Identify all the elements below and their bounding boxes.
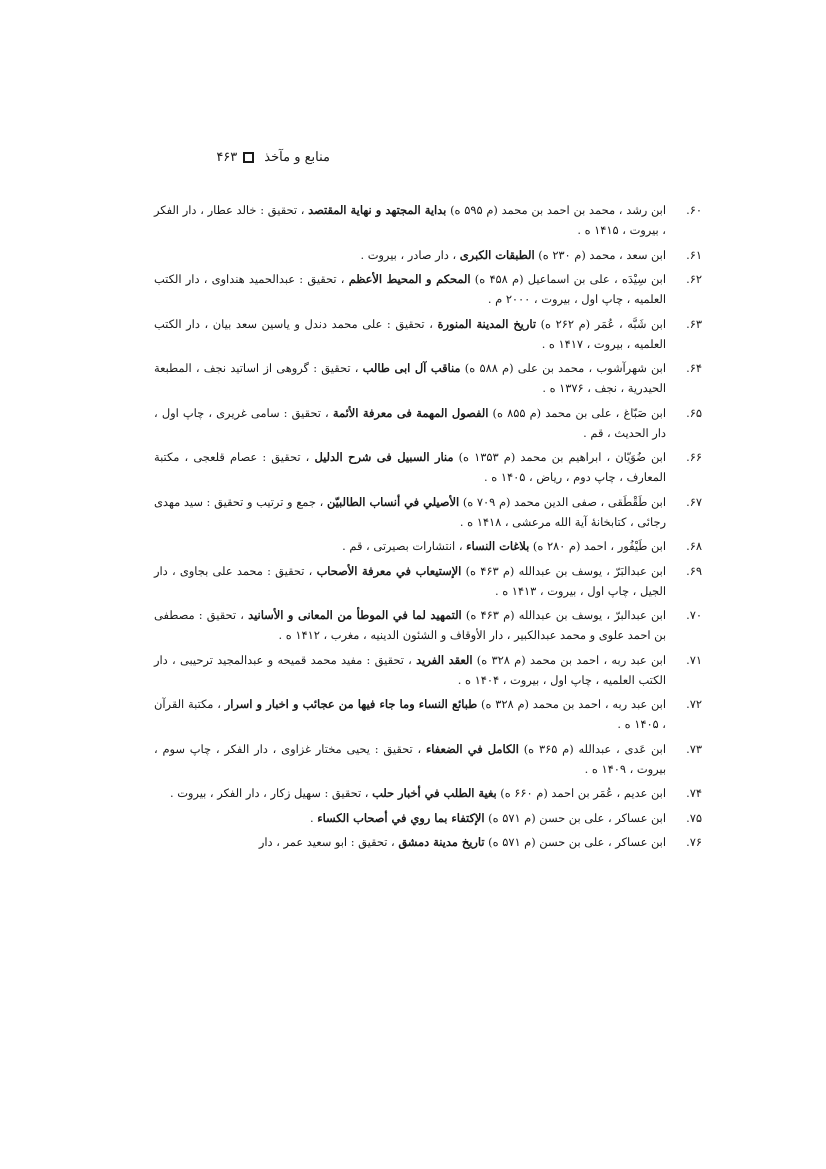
reference-details: ، تحقيق : عصام قلعجى ، مكتبة المعارف ، چاپ دوم ، رياض ، ۱۴۰۵ ه .	[154, 450, 666, 484]
reference-number: ۶۵.	[686, 405, 702, 420]
reference-item	[154, 358, 702, 398]
reference-title: الإكتفاء بما روي في أصحاب الكساء	[317, 810, 485, 825]
reference-title: منار السبيل فى شرح الدليل	[314, 450, 454, 464]
reference-item	[154, 492, 702, 532]
reference-details: ، تحقيق : يحيى مختار غزاوى ، دار الفكر ، چاپ سوم ، بيروت ، ۱۴۰۹ ه .	[154, 741, 666, 776]
reference-text	[154, 272, 666, 306]
reference-author: ابن رشد ، محمد بن احمد بن محمد (م ۵۹۵ ه)	[446, 203, 667, 217]
reference-item	[154, 832, 702, 852]
reference-number: ۷۳.	[686, 741, 702, 756]
reference-title: طبائع النساء وما جاء فيها من عجائب و اخبار و اسرار	[224, 697, 478, 711]
reference-item	[154, 694, 702, 734]
reference-text	[154, 608, 666, 642]
reference-title: تاريخ مدينة دمشق	[398, 835, 485, 849]
reference-number: ۶۶.	[686, 450, 702, 464]
reference-item	[154, 269, 702, 309]
reference-item	[154, 314, 702, 354]
reference-author: ابن طَقْطَقى ، صفى الدين محمد (م ۷۰۹ ه)	[459, 494, 666, 509]
reference-details: ، تحقيق : مصطفى بن احمد علوى و محمد عبدالكبير ، دار الأوقاف و الشئون الدينيه ، مغرب ، ۱۴۱۲ ه .	[154, 608, 666, 642]
running-header	[100, 150, 330, 165]
reference-details: ، دار صادر ، بيروت .	[360, 247, 460, 262]
reference-number: ۷۴.	[686, 786, 702, 800]
reference-details: ، تحقيق : سامى غريرى ، چاپ اول ، دار الحديث ، قم .	[154, 405, 666, 440]
reference-details: ، تحقيق : على محمد دندل و ياسين سعد بيان ، دار الكتب العلميه ، بيروت ، ۱۴۱۷ ه .	[154, 316, 666, 351]
reference-title: التمهيد لما في الموطأ من المعانى و الأسانيد	[248, 608, 462, 622]
reference-author: ابن شهرآشوب ، محمد بن على (م ۵۸۸ ه)	[460, 361, 667, 375]
reference-text	[154, 697, 666, 731]
reference-number: ۷۶.	[686, 835, 702, 849]
reference-author: ابن عبدالبَرّ ، يوسف بن عبدالله (م ۴۶۳ ه)	[461, 563, 666, 578]
reference-author: ابن عبد ربه ، احمد بن محمد (م ۳۲۸ ه)	[472, 652, 666, 667]
reference-item	[154, 403, 702, 443]
reference-author: ابن طَيْفُور ، احمد (م ۲۸۰ ه)	[529, 539, 666, 553]
reference-title: المحكم و المحيط الأعظم	[348, 272, 471, 286]
reference-item	[154, 783, 702, 803]
reference-author: ابن شَبَّه ، عُمَر (م ۲۶۲ ه)	[536, 316, 666, 331]
reference-list	[154, 200, 702, 857]
reference-item	[154, 536, 702, 556]
reference-author: ابن سعد ، محمد (م ۲۳۰ ه)	[534, 247, 666, 262]
reference-title: الكامل في الضعفاء	[425, 741, 519, 756]
reference-author: ابن صَبّاغ ، على بن محمد (م ۸۵۵ ه)	[488, 405, 667, 420]
reference-item	[154, 605, 702, 645]
reference-details: ، مكتبة القرآن ، ۱۴۰۵ ه .	[154, 697, 666, 731]
reference-author: ابن عديم ، عُمَر بن احمد (م ۶۶۰ ه)	[496, 786, 666, 800]
reference-text	[154, 203, 666, 237]
reference-author: ابن عساكر ، على بن حسن (م ۵۷۱ ه)	[484, 835, 666, 849]
reference-item	[154, 447, 702, 487]
reference-text	[342, 539, 666, 553]
reference-author: ابن عساكر ، على بن حسن (م ۵۷۱ ه)	[484, 810, 666, 825]
reference-details: ، تحقيق : محمد على بجاوى ، دار الجيل ، چاپ اول ، بيروت ، ۱۴۱۳ ه .	[154, 563, 666, 598]
reference-title: الأصيلي في أنساب الطالبيّن	[326, 494, 460, 509]
reference-number: ۶۴.	[686, 361, 702, 375]
reference-title: بغية الطلب في أخبار حلب	[372, 786, 497, 800]
reference-text	[154, 653, 666, 687]
reference-text	[154, 450, 666, 484]
reference-title: الإستيعاب في معرفة الأصحاب	[316, 563, 462, 578]
reference-text	[170, 786, 666, 800]
reference-author: ابن عَدى ، عبدالله (م ۳۶۵ ه)	[518, 741, 667, 756]
reference-author: ابن سِيْدَه ، على بن اسماعيل (م ۴۵۸ ه)	[470, 272, 667, 286]
reference-details: ، تحقيق : سهيل زكار ، دار الفكر ، بيروت .	[169, 786, 373, 800]
reference-text	[360, 248, 666, 262]
reference-number: ۷۱.	[686, 652, 702, 667]
reference-title: الفصول المهمة فى معرفة الأئمة	[332, 405, 489, 420]
page-number: ۴۶۳	[216, 150, 238, 165]
reference-title: بداية المجتهد و نهاية المقتصد	[308, 203, 447, 217]
reference-text	[310, 811, 666, 825]
reference-number: ۶۷.	[686, 494, 702, 509]
reference-details: ، تحقيق : ابو سعيد عمر ، دار	[258, 835, 399, 849]
header-title: منابع و مآخذ	[264, 150, 330, 165]
reference-text	[259, 835, 666, 849]
reference-item	[154, 561, 702, 601]
reference-number: ۶۱.	[686, 247, 702, 262]
reference-item	[154, 650, 702, 690]
reference-details: ، تحقيق : عبدالحميد هنداوى ، دار الكتب العلميه ، چاپ اول ، بيروت ، ۲۰۰۰ م .	[154, 272, 666, 306]
reference-number: ۶۲.	[686, 272, 702, 286]
reference-text	[154, 406, 666, 440]
reference-number: ۶۸.	[686, 539, 702, 553]
reference-details: ، تحقيق : مفيد محمد قميحه و عبدالمجيد ترحيبى ، دار الكتب العلميه ، چاپ اول ، بيروت ، ۱۴۰۴ ه .	[154, 652, 666, 687]
reference-title: تاريخ المدينة المنورة	[437, 316, 536, 331]
reference-text	[154, 495, 666, 529]
reference-title: العقد الفريد	[416, 652, 473, 667]
reference-details: ، تحقيق : گروهى از اساتيد نجف ، المطبعة الحيدرية ، نجف ، ۱۳۷۶ ه .	[154, 361, 666, 395]
reference-details: .	[309, 810, 318, 825]
reference-number: ۶۹.	[686, 563, 702, 578]
reference-text	[154, 361, 666, 395]
reference-number: ۶۰.	[686, 203, 702, 217]
reference-details: ، تحقيق : خالد عطار ، دار الفكر ، بيروت ، ۱۴۱۵ ه .	[154, 203, 666, 237]
reference-number: ۷۰.	[686, 608, 702, 622]
reference-author: ابن ضُوَيّان ، ابراهيم بن محمد (م ۱۳۵۳ ه)	[453, 450, 666, 464]
reference-number: ۷۵.	[686, 810, 702, 825]
reference-author: ابن عبد ربه ، احمد بن محمد (م ۳۲۸ ه)	[477, 697, 667, 711]
square-bullet-icon	[243, 152, 254, 163]
reference-author: ابن عبدالبرّ ، يوسف بن عبدالله (م ۴۶۳ ه)	[461, 608, 666, 622]
reference-number: ۷۲.	[686, 697, 702, 711]
reference-item	[154, 808, 702, 828]
reference-number: ۶۳.	[686, 316, 702, 331]
reference-title: الطبقات الكبرى	[459, 247, 535, 262]
reference-text	[154, 317, 666, 351]
reference-item	[154, 739, 702, 779]
reference-text	[154, 742, 666, 776]
reference-title: بلاغات النساء	[466, 539, 530, 553]
reference-item	[154, 245, 702, 265]
reference-title: مناقب آل ابى طالب	[362, 361, 461, 375]
reference-details: ، جمع و ترتيب و تحقيق : سيد مهدى رجائى ، كتابخانهٔ آية الله مرعشى ، ۱۴۱۸ ه .	[154, 494, 666, 529]
reference-item	[154, 200, 702, 240]
reference-details: ، انتشارات بصيرتى ، قم .	[342, 539, 467, 553]
reference-text	[154, 564, 666, 598]
